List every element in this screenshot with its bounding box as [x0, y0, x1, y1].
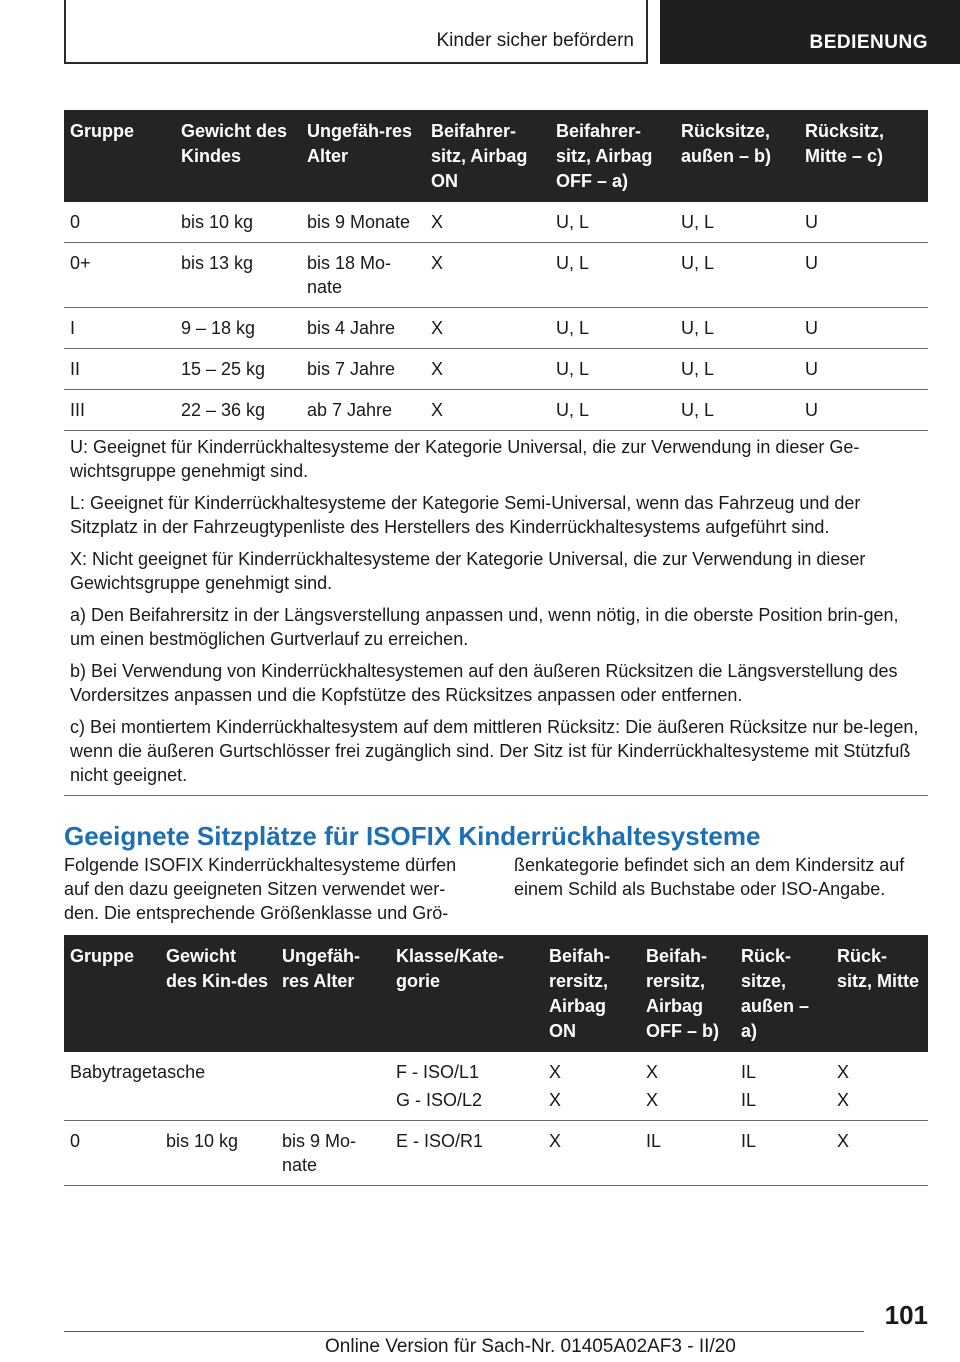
header-section-box: [64, 0, 648, 64]
table-cell: bis 9 Monate: [301, 202, 425, 243]
table-cell: 0+: [64, 243, 175, 308]
table-row: [64, 1052, 928, 1084]
table-cell: U, L: [550, 202, 675, 243]
column-header: Gewicht des Kindes: [175, 110, 301, 202]
table-cell: U, L: [550, 243, 675, 308]
table-cell: I: [64, 308, 175, 349]
table-cell: X: [543, 1084, 640, 1121]
column-header: Beifah-rersitz, Airbag ON: [543, 935, 640, 1052]
note-u: U: Geeignet für Kinderrückhaltesysteme der Kategorie Universal, die zur Verwendung in dieser Ge-wichtsgruppe genehmigt sind.: [70, 437, 860, 481]
table-cell: X: [425, 390, 550, 431]
table-cell: X: [831, 1084, 928, 1121]
table-cell: ab 7 Jahre: [301, 390, 425, 431]
table-cell: U, L: [675, 308, 799, 349]
table-cell: U, L: [550, 390, 675, 431]
table-cell: bis 10 kg: [160, 1121, 276, 1186]
note-x: X: Nicht geeignet für Kinderrückhaltesysteme der Kategorie Universal, die zur Verwendung in dieser Gewichtsgruppe genehmigt sind.: [70, 549, 866, 593]
section-title: Geeignete Sitzplätze für ISOFIX Kinderrückhaltesysteme: [64, 821, 761, 851]
column-header: Rücksitze, außen – b): [675, 110, 799, 202]
table-cell: bis 4 Jahre: [301, 308, 425, 349]
table-cell: U: [799, 349, 928, 390]
table-cell: bis 10 kg: [175, 202, 301, 243]
table-row: [64, 243, 928, 308]
column-header: Beifahrer-sitz, Airbag OFF – a): [550, 110, 675, 202]
table-cell: X: [549, 1062, 562, 1082]
table-cell: bis 13 kg: [175, 243, 301, 308]
table-cell: IL: [640, 1121, 735, 1186]
section-intro: Folgende ISOFIX Kinderrückhaltesysteme dürfen auf den dazu geeigneten Sitzen verwendet wer-den. Die entsprechende Größenklasse und Grö-ßenkategorie befindet sich an dem Kindersitz auf einem Schild als Buchstabe oder ISO-Angabe.: [64, 855, 905, 923]
table-row: [64, 308, 928, 349]
table-cell: III: [64, 390, 175, 431]
table-cell: U: [799, 308, 928, 349]
table-row: [64, 1121, 928, 1186]
table-notes-row: [64, 431, 928, 796]
column-header: Ungefäh-res Alter: [301, 110, 425, 202]
column-header: Ungefäh-res Alter: [276, 935, 390, 1052]
table-cell: II: [64, 349, 175, 390]
table-cell: U, L: [550, 349, 675, 390]
isofix-table: [64, 935, 928, 1186]
table-cell: U, L: [675, 243, 799, 308]
table-row: [64, 202, 928, 243]
table-cell: G - ISO/L2: [390, 1084, 543, 1121]
table-header-row: [64, 935, 928, 1052]
column-header: Rück-sitze, außen – a): [735, 935, 831, 1052]
footer-version-text: Online Version für Sach-Nr. 01405A02AF3 - II/20: [325, 1336, 736, 1357]
table-cell: X: [831, 1121, 928, 1186]
table-cell: X: [425, 243, 550, 308]
note-c: c) Bei montiertem Kinderrückhaltesystem auf dem mittleren Rücksitz: Die äußeren Rücksitze nur be-legen, wenn die äußeren Gurtschlösser frei zugänglich sind. Der Sitz ist für Kinderrückhaltesysteme mit Stützfuß nicht geeignet.: [70, 717, 919, 785]
table-cell: bis 9 Mo-nate: [276, 1121, 390, 1186]
column-header: Beifahrer-sitz, Airbag ON: [425, 110, 550, 202]
table-cell: X: [425, 308, 550, 349]
table-cell: E - ISO/R1: [390, 1121, 543, 1186]
table-cell: bis 18 Mo-nate: [301, 243, 425, 308]
header-section-title: Kinder sicher befördern: [436, 30, 634, 51]
table-cell: 22 – 36 kg: [175, 390, 301, 431]
table-cell: X: [640, 1084, 735, 1121]
table-cell: IL: [735, 1121, 831, 1186]
table-cell: X: [543, 1121, 640, 1186]
table-cell: U, L: [675, 349, 799, 390]
table-cell: IL: [741, 1062, 757, 1082]
table-cell: U: [799, 390, 928, 431]
header-chapter-title: BEDIENUNG: [809, 32, 928, 53]
column-header: Gruppe: [64, 110, 175, 202]
note-l: L: Geeignet für Kinderrückhaltesysteme der Kategorie Semi-Universal, wenn das Fahrzeug und der Sitzplatz in der Fahrzeugtypenliste des Herstellers des Kinderrückhaltesystems aufgeführt sind.: [70, 493, 861, 537]
table-cell: U, L: [550, 308, 675, 349]
table-row: [64, 390, 928, 431]
footer-divider: [64, 1331, 864, 1332]
column-header: Gruppe: [64, 935, 160, 1052]
column-header: Klasse/Kate-gorie: [390, 935, 543, 1052]
column-header: Rücksitz, Mitte – c): [799, 110, 928, 202]
table-cell: 0: [64, 1121, 160, 1186]
table-cell: IL: [735, 1084, 831, 1121]
column-header: Beifah-rersitz, Airbag OFF – b): [640, 935, 735, 1052]
table-cell: Babytragetasche: [64, 1052, 390, 1121]
note-a: a) Den Beifahrersitz in der Längsverstellung anpassen und, wenn nötig, in die oberste Position brin-gen, um einen bestmöglichen Gurtverlauf zu erreichen.: [70, 605, 899, 649]
column-header: Rück-sitz, Mitte: [831, 935, 928, 1052]
note-b: b) Bei Verwendung von Kinderrückhaltesystemen auf den äußeren Rücksitzen die Längsverstellung des Vordersitzes anpassen und die Kopfstütze des Rücksitzes anpassen oder entfernen.: [70, 661, 898, 705]
table-row: [64, 349, 928, 390]
table-notes: [64, 431, 928, 796]
column-header: Gewicht des Kin-des: [160, 935, 276, 1052]
table-cell: U: [799, 202, 928, 243]
table-cell: bis 7 Jahre: [301, 349, 425, 390]
table-cell: 9 – 18 kg: [175, 308, 301, 349]
seat-suitability-table: [64, 110, 928, 796]
table-cell: U: [799, 243, 928, 308]
page-number: 101: [884, 1300, 928, 1330]
table-cell: X: [425, 349, 550, 390]
table-cell: U, L: [675, 390, 799, 431]
table-header-row: [64, 110, 928, 202]
table-cell: X: [837, 1062, 850, 1082]
table-cell: F - ISO/L1: [396, 1062, 480, 1082]
table-cell: U, L: [675, 202, 799, 243]
table-cell: 15 – 25 kg: [175, 349, 301, 390]
table-cell: X: [425, 202, 550, 243]
table-cell: 0: [64, 202, 175, 243]
header-chapter-tab: [660, 0, 960, 64]
table-cell: X: [646, 1062, 659, 1082]
